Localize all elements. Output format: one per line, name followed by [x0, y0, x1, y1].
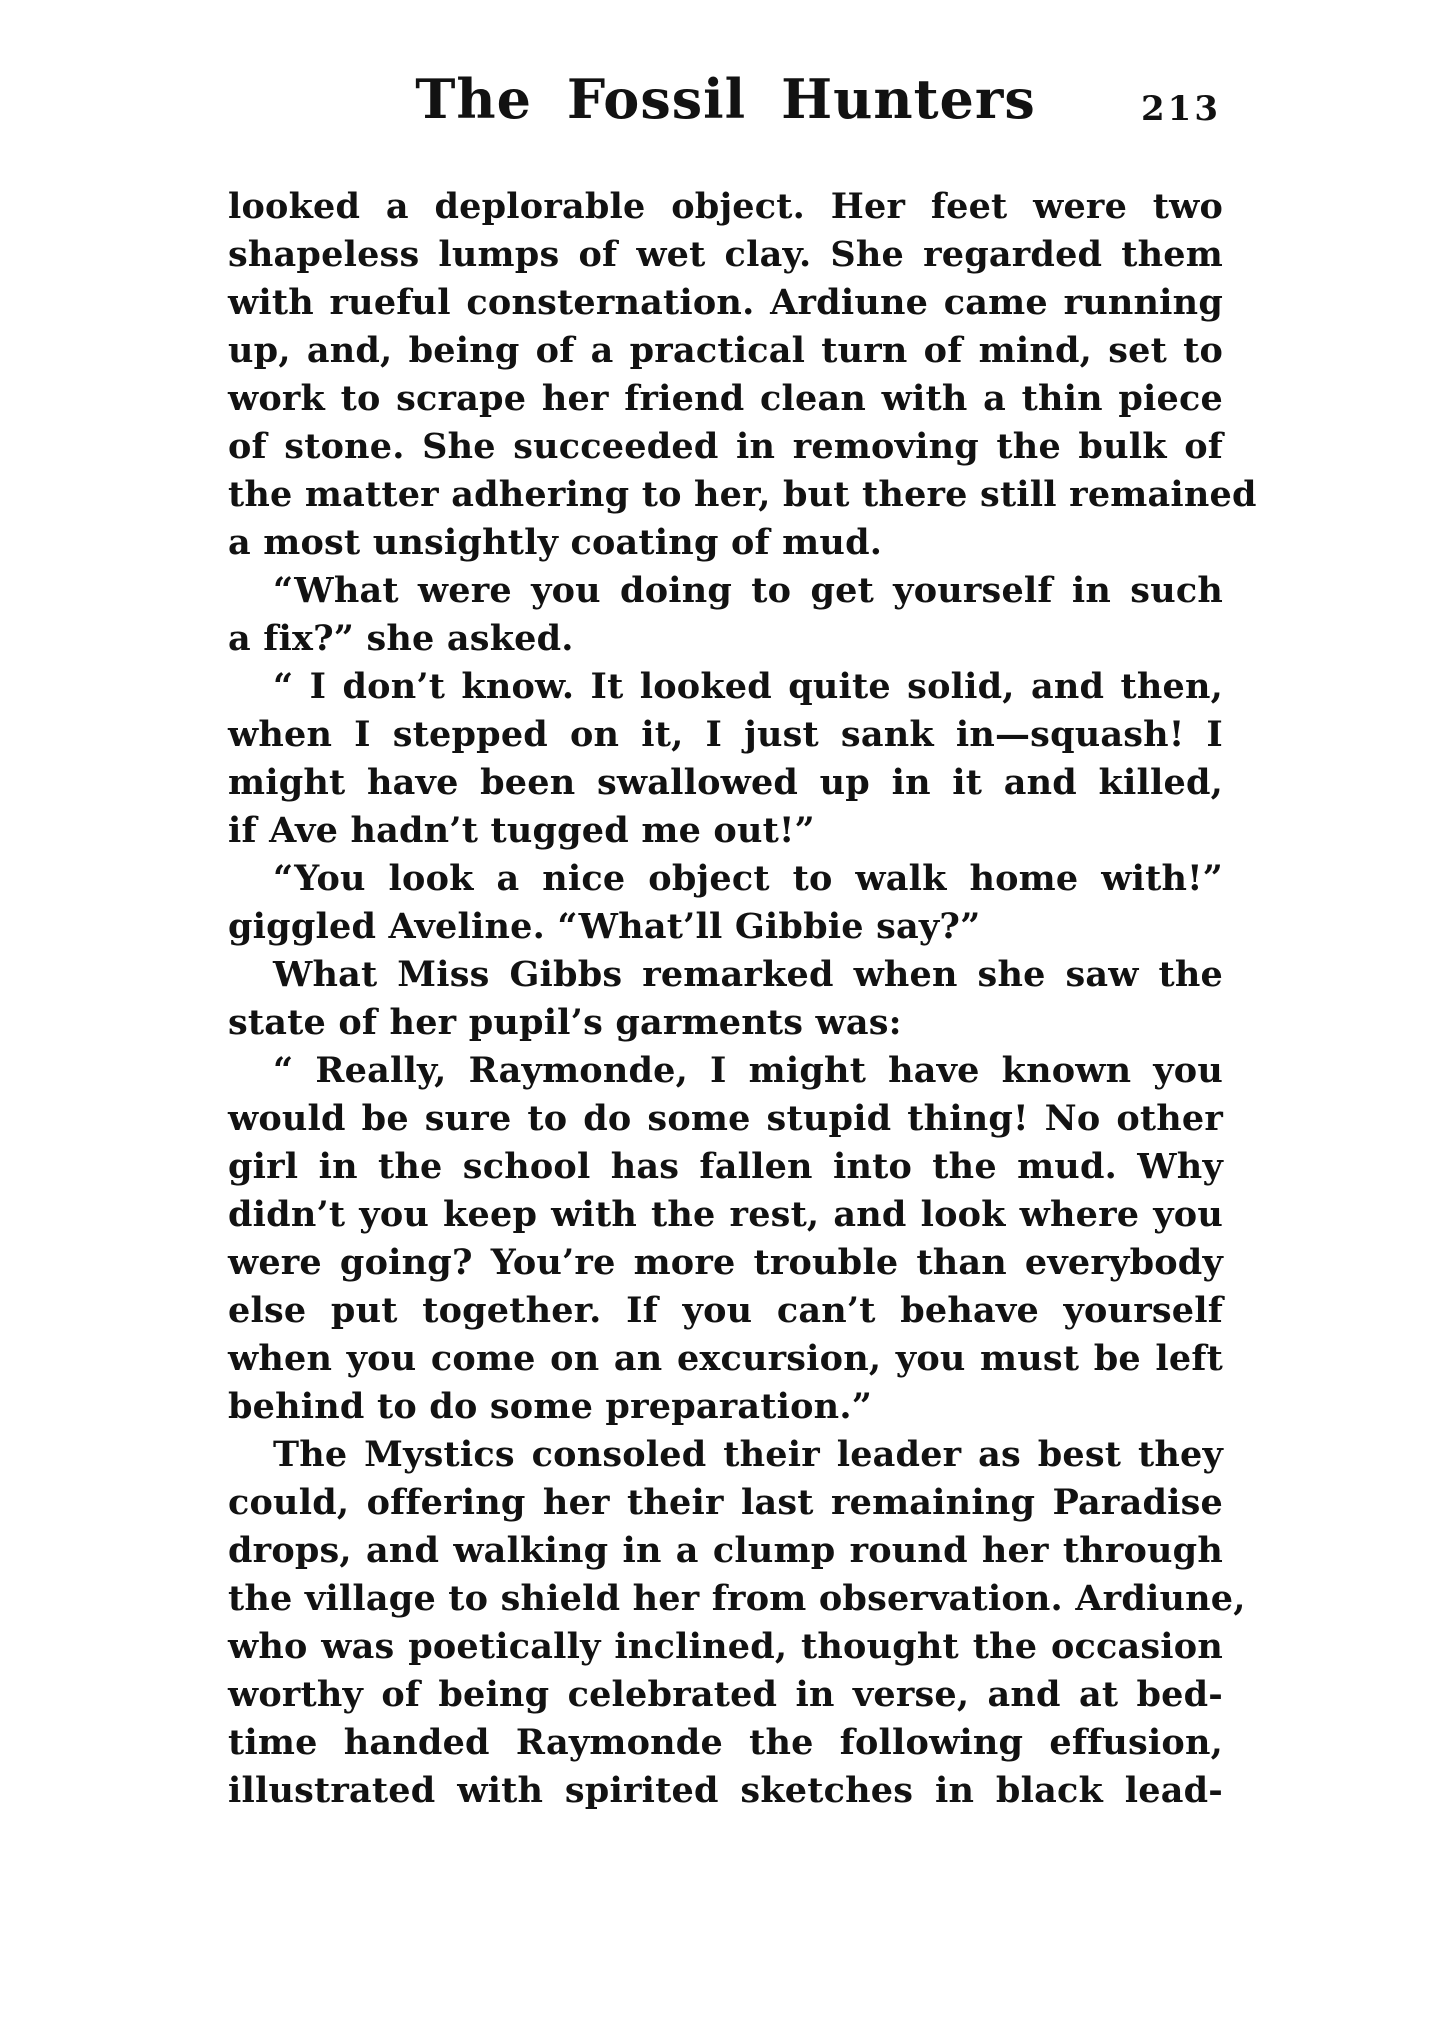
text-line: “What were you doing to get yourself in such	[273, 570, 1223, 611]
text-line: the matter adhering to her, but there still remained	[228, 474, 1257, 515]
text-line: work to scrape her friend clean with a thin piece	[228, 378, 1223, 419]
page-title: The Fossil Hunters	[415, 67, 1036, 131]
text-line: time handed Raymonde the following effusion,	[228, 1722, 1223, 1763]
page-number: 213	[1141, 89, 1221, 129]
text-line: worthy of being celebrated in verse, and at bed-	[228, 1674, 1223, 1715]
text-line: would be sure to do some stupid thing! No other	[228, 1098, 1223, 1139]
text-line: “You look a nice object to walk home with!”	[273, 858, 1223, 899]
text-line: The Mystics consoled their leader as best they	[273, 1434, 1223, 1475]
text-line: might have been swallowed up in it and killed,	[228, 762, 1223, 803]
text-line: a most unsightly coating of mud.	[228, 522, 883, 563]
text-line: else put together. If you can’t behave yourself	[228, 1290, 1223, 1331]
text-line: of stone. She succeeded in removing the bulk of	[228, 426, 1223, 467]
page-header	[228, 64, 1223, 134]
text-line: didn’t you keep with the rest, and look where you	[228, 1194, 1223, 1235]
text-line: could, offering her their last remaining Paradise	[228, 1482, 1223, 1523]
text-line: a fix?” she asked.	[228, 618, 574, 659]
text-line: illustrated with spirited sketches in black lead-	[228, 1770, 1223, 1811]
text-line: if Ave hadn’t tugged me out!”	[228, 810, 815, 851]
text-line: the village to shield her from observation. Ardiune,	[228, 1578, 1246, 1619]
text-line: looked a deplorable object. Her feet were two	[228, 186, 1223, 227]
text-line: state of her pupil’s garments was:	[228, 1002, 902, 1043]
text-line: girl in the school has fallen into the mud. Why	[228, 1146, 1223, 1187]
text-line: giggled Aveline. “What’ll Gibbie say?”	[228, 906, 981, 947]
text-line: “ I don’t know. It looked quite solid, and then,	[273, 666, 1223, 707]
text-line: shapeless lumps of wet clay. She regarded them	[228, 234, 1223, 275]
text-line: drops, and walking in a clump round her through	[228, 1530, 1223, 1571]
text-line: who was poetically inclined, thought the occasion	[228, 1626, 1223, 1667]
text-line: behind to do some preparation.”	[228, 1386, 873, 1427]
text-line: when I stepped on it, I just sank in—squash! I	[228, 714, 1223, 755]
text-line: What Miss Gibbs remarked when she saw the	[273, 954, 1223, 995]
text-line: with rueful consternation. Ardiune came running	[228, 282, 1223, 323]
text-line: when you come on an excursion, you must be left	[228, 1338, 1223, 1379]
text-line: up, and, being of a practical turn of mind, set to	[228, 330, 1223, 371]
body-text	[228, 183, 1257, 1815]
text-line: were going? You’re more trouble than everybody	[228, 1242, 1223, 1283]
text-line: “ Really, Raymonde, I might have known you	[273, 1050, 1223, 1091]
